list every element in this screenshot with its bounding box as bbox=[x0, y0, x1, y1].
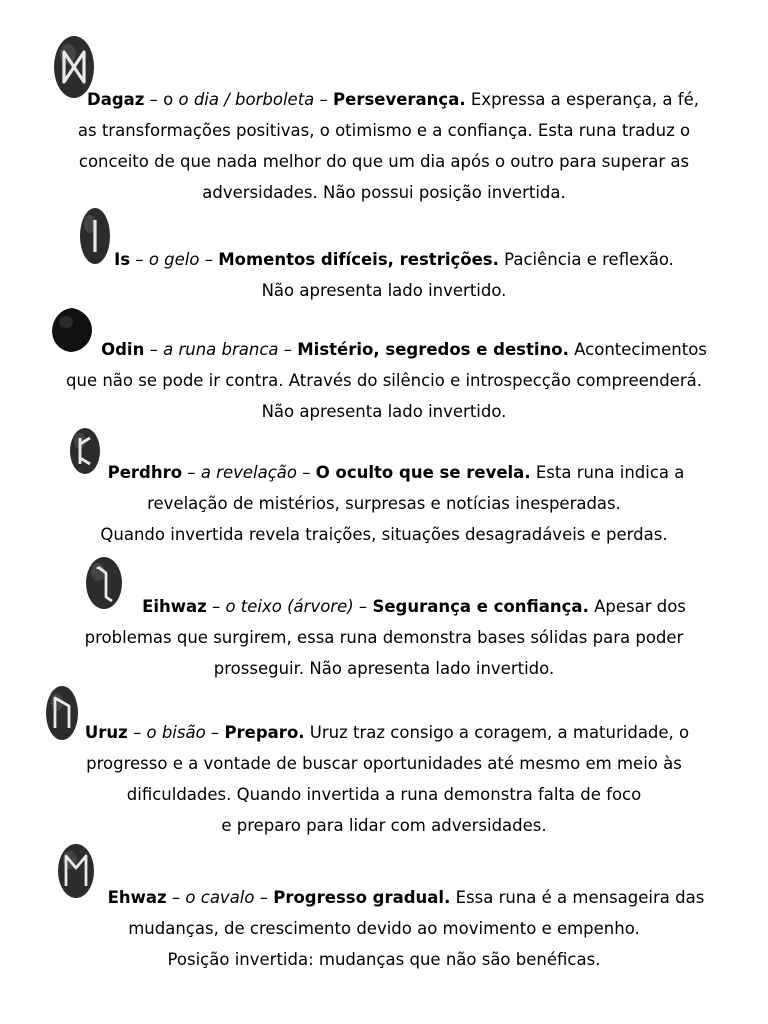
entry-line: Não apresenta lado invertido. bbox=[261, 402, 507, 421]
entry-line: dificuldades. Quando invertida a runa demonstra falta de foco bbox=[126, 785, 642, 804]
rune-keyword: O oculto que se revela. bbox=[315, 463, 531, 482]
rune-name: Eihwaz bbox=[142, 597, 207, 616]
rune-name: Dagaz bbox=[87, 90, 145, 109]
rune-meaning: o gelo bbox=[148, 250, 200, 269]
rune-meaning: a revelação bbox=[200, 463, 297, 482]
rune-keyword: Progresso gradual. bbox=[273, 888, 451, 907]
rune-entry-odin bbox=[30, 334, 738, 427]
entry-line: Não apresenta lado invertido. bbox=[261, 281, 507, 300]
entry-first-line: Eihwaz – o teixo (árvore) – Segurança e confiança. Apesar dos bbox=[142, 597, 686, 616]
rune-keyword: Mistério, segredos e destino. bbox=[297, 340, 569, 359]
rune-entry-ehwaz bbox=[30, 882, 738, 975]
rune-meaning: o teixo (árvore) bbox=[225, 597, 354, 616]
entry-line: conceito de que nada melhor do que um dia após o outro para superar as bbox=[78, 152, 690, 171]
entry-line: e preparo para lidar com adversidades. bbox=[221, 816, 547, 835]
entry-text: Expressa a esperança, a fé, bbox=[470, 90, 699, 109]
entry-first-line: Uruz – o bisão – Preparo. Uruz traz consigo a coragem, a maturidade, o bbox=[84, 723, 690, 742]
rune-entry-uruz bbox=[30, 717, 738, 841]
entry-line: que não se pode ir contra. Através do silêncio e introspecção compreenderá. bbox=[66, 371, 702, 390]
entry-line: adversidades. Não possui posição invertida. bbox=[202, 183, 566, 202]
rune-meaning: o dia / borboleta bbox=[178, 90, 315, 109]
entry-line: as transformações positivas, o otimismo e a confiança. Esta runa traduz o bbox=[77, 121, 691, 140]
rune-meaning: o cavalo bbox=[185, 888, 255, 907]
rune-meaning: a runa branca bbox=[163, 340, 279, 359]
rune-name: Odin bbox=[101, 340, 145, 359]
entry-text: Uruz traz consigo a coragem, a maturidade, o bbox=[309, 723, 690, 742]
entry-line: revelação de mistérios, surpresas e notícias inesperadas. bbox=[147, 494, 621, 513]
rune-meaning: o bisão bbox=[146, 723, 206, 742]
entry-line: Posição invertida: mudanças que não são benéficas. bbox=[167, 950, 601, 969]
entry-text: Acontecimentos bbox=[574, 340, 707, 359]
rune-keyword: Segurança e confiança. bbox=[372, 597, 589, 616]
rune-entry-eihwaz bbox=[30, 591, 738, 684]
entry-first-line: Ehwaz – o cavalo – Progresso gradual. Essa runa é a mensageira das bbox=[107, 888, 705, 907]
entry-text: Apesar dos bbox=[594, 597, 686, 616]
entry-text: Esta runa indica a bbox=[535, 463, 685, 482]
entry-text: Essa runa é a mensageira das bbox=[455, 888, 705, 907]
rune-entry-is bbox=[30, 244, 738, 306]
entry-first-line: Dagaz – o o dia / borboleta – Perseverança. Expressa a esperança, a fé, bbox=[87, 90, 699, 109]
rune-entry-perdhro bbox=[30, 457, 738, 550]
entry-line: prosseguir. Não apresenta lado invertido. bbox=[213, 659, 555, 678]
rune-name: Perdhro bbox=[107, 463, 183, 482]
entry-first-line: Is – o gelo – Momentos difíceis, restrições. Paciência e reflexão. bbox=[114, 250, 674, 269]
entry-first-line: Odin – a runa branca – Mistério, segredos e destino. Acontecimentos bbox=[101, 340, 707, 359]
entry-line: problemas que surgirem, essa runa demonstra bases sólidas para poder bbox=[84, 628, 684, 647]
entry-text: Paciência e reflexão. bbox=[504, 250, 674, 269]
rune-entry-dagaz bbox=[30, 84, 738, 208]
rune-name: Uruz bbox=[84, 723, 128, 742]
entry-first-line: Perdhro – a revelação – O oculto que se revela. Esta runa indica a bbox=[107, 463, 685, 482]
rune-name: Ehwaz bbox=[107, 888, 167, 907]
rune-keyword: Perseverança. bbox=[333, 90, 466, 109]
rune-keyword: Momentos difíceis, restrições. bbox=[218, 250, 499, 269]
rune-keyword: Preparo. bbox=[224, 723, 305, 742]
entry-line: mudanças, de crescimento devido ao movimento e empenho. bbox=[128, 919, 640, 938]
entry-line: progresso e a vontade de buscar oportunidades até mesmo em meio às bbox=[86, 754, 682, 773]
rune-name: Is bbox=[114, 250, 131, 269]
entry-line: Quando invertida revela traições, situações desagradáveis e perdas. bbox=[100, 525, 668, 544]
